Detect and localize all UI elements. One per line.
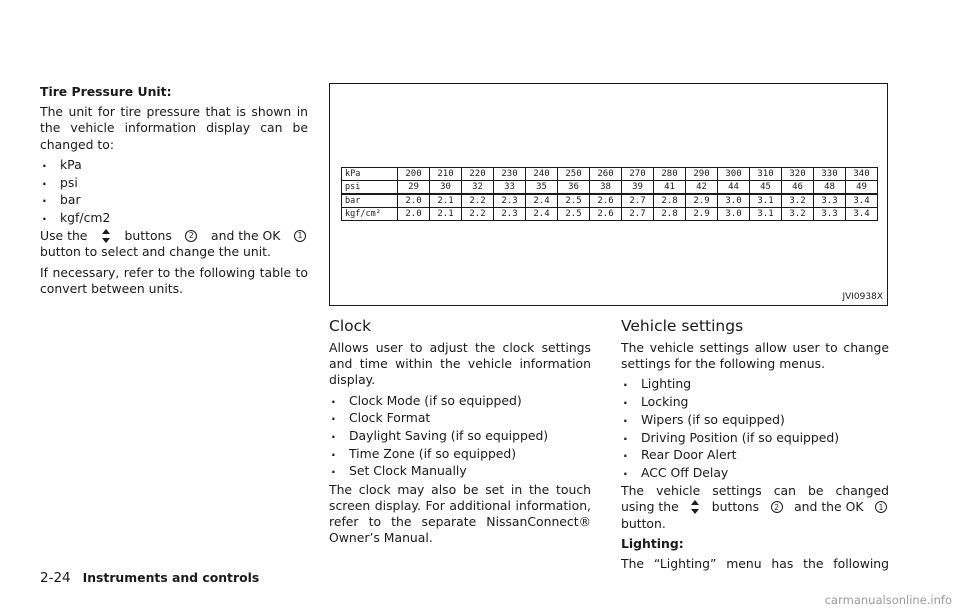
table-row <box>342 181 878 195</box>
list-item: . Set Clock Manually <box>329 463 591 479</box>
value-cell: 2.5 <box>558 208 590 221</box>
value-cell: 3.3 <box>814 208 846 221</box>
value-cell: 290 <box>686 168 718 181</box>
list-item: . kgf/cm2 <box>40 210 308 226</box>
list-item: . kPa <box>40 157 308 173</box>
vehicle-instruction-line <box>621 499 889 515</box>
value-cell: 2.2 <box>462 194 494 208</box>
list-item: . ACC Off Delay <box>621 465 889 481</box>
list-item: . Lighting <box>621 376 889 392</box>
value-cell: 2.6 <box>590 194 622 208</box>
value-cell: 270 <box>622 168 654 181</box>
table-row <box>342 168 878 181</box>
refer-table-text: If necessary, refer to the following table to convert between units. <box>40 264 308 296</box>
value-cell: 2.4 <box>526 208 558 221</box>
value-cell: 2.3 <box>494 208 526 221</box>
value-cell: 2.9 <box>686 208 718 221</box>
table-row <box>342 208 878 221</box>
value-cell: 3.0 <box>718 208 750 221</box>
list-item: . Wipers (if so equipped) <box>621 412 889 428</box>
value-cell: 310 <box>750 168 782 181</box>
instruction-end: button to select and change the unit. <box>40 244 271 260</box>
value-cell: 240 <box>526 168 558 181</box>
list-item: . Time Zone (if so equipped) <box>329 446 591 462</box>
value-cell: 3.3 <box>814 194 846 208</box>
value-cell: 32 <box>462 181 494 195</box>
value-cell: 38 <box>590 181 622 195</box>
buttons-text: buttons <box>711 499 760 515</box>
value-cell: 280 <box>654 168 686 181</box>
page-number: 2-24 <box>40 570 71 586</box>
circled-1-icon: 1 <box>875 501 887 513</box>
circled-2-icon: 2 <box>771 501 783 513</box>
value-cell: 33 <box>494 181 526 195</box>
list-item: . Clock Mode (if so equipped) <box>329 393 591 409</box>
value-cell: 48 <box>814 181 846 195</box>
up-down-arrows-icon <box>690 500 700 514</box>
value-cell: 260 <box>590 168 622 181</box>
value-cell: 36 <box>558 181 590 195</box>
and-the-ok-text: and the OK <box>794 499 864 515</box>
and-the-ok-text: and the OK <box>211 228 281 244</box>
using-the-text: using the <box>621 499 679 515</box>
page-footer <box>40 570 259 586</box>
vehicle-settings-section <box>621 317 889 572</box>
value-cell: 3.2 <box>782 208 814 221</box>
value-cell: 39 <box>622 181 654 195</box>
clock-heading: Clock <box>329 317 372 335</box>
value-cell: 2.4 <box>526 194 558 208</box>
value-cell: 300 <box>718 168 750 181</box>
list-item: . Driving Position (if so equipped) <box>621 430 889 446</box>
lighting-text: The “Lighting” menu has the following <box>621 555 889 571</box>
lighting-subheading: Lighting: <box>621 535 684 551</box>
value-cell: 44 <box>718 181 750 195</box>
value-cell: 35 <box>526 181 558 195</box>
value-cell: 2.0 <box>398 208 430 221</box>
value-cell: 45 <box>750 181 782 195</box>
value-cell: 2.2 <box>462 208 494 221</box>
value-cell: 3.0 <box>718 194 750 208</box>
value-cell: 42 <box>686 181 718 195</box>
value-cell: 3.2 <box>782 194 814 208</box>
circled-2-icon: 2 <box>185 230 197 242</box>
value-cell: 2.3 <box>494 194 526 208</box>
vehicle-settings-heading: Vehicle settings <box>621 317 744 335</box>
instruction-line <box>40 228 308 244</box>
value-cell: 2.8 <box>654 194 686 208</box>
list-item: . psi <box>40 175 308 191</box>
vehicle-menu-list <box>621 376 889 481</box>
buttons-text: buttons <box>124 228 172 244</box>
vehicle-line-end: button. <box>621 515 666 531</box>
tire-pressure-intro: The unit for tire pressure that is shown in the vehicle information display can be changed to: <box>40 104 308 152</box>
value-cell: 320 <box>782 168 814 181</box>
value-cell: 29 <box>398 181 430 195</box>
value-cell: 2.8 <box>654 208 686 221</box>
unit-label-cell: bar <box>342 194 398 208</box>
clock-intro: Allows user to adjust the clock settings and time within the vehicle information display. <box>329 340 591 388</box>
value-cell: 41 <box>654 181 686 195</box>
circled-1-icon: 1 <box>294 230 306 242</box>
use-the-text: Use the <box>40 228 88 244</box>
value-cell: 200 <box>398 168 430 181</box>
value-cell: 230 <box>494 168 526 181</box>
value-cell: 2.1 <box>430 194 462 208</box>
list-item: . Daylight Saving (if so equipped) <box>329 428 591 444</box>
conversion-figure <box>329 83 888 306</box>
clock-section <box>329 317 591 550</box>
value-cell: 3.4 <box>846 208 878 221</box>
list-item: . Locking <box>621 394 889 410</box>
value-cell: 3.4 <box>846 194 878 208</box>
value-cell: 2.1 <box>430 208 462 221</box>
table-row <box>342 194 878 208</box>
left-column <box>40 84 308 301</box>
tire-pressure-unit-heading: Tire Pressure Unit: <box>40 84 172 99</box>
value-cell: 2.5 <box>558 194 590 208</box>
unit-label-cell: kgf/cm² <box>342 208 398 221</box>
vehicle-intro: The vehicle settings allow user to change settings for the following menus. <box>621 340 889 372</box>
figure-code: JVI0938X <box>842 292 883 302</box>
unit-label-cell: kPa <box>342 168 398 181</box>
value-cell: 340 <box>846 168 878 181</box>
value-cell: 210 <box>430 168 462 181</box>
value-cell: 49 <box>846 181 878 195</box>
list-item: . bar <box>40 192 308 208</box>
value-cell: 2.0 <box>398 194 430 208</box>
value-cell: 250 <box>558 168 590 181</box>
value-cell: 2.6 <box>590 208 622 221</box>
vehicle-line1: The vehicle settings can be changed <box>621 483 889 499</box>
list-item: . Clock Format <box>329 410 591 426</box>
value-cell: 330 <box>814 168 846 181</box>
unit-list <box>40 157 308 226</box>
value-cell: 3.1 <box>750 208 782 221</box>
value-cell: 220 <box>462 168 494 181</box>
clock-outro: The clock may also be set in the touch screen display. For additional information, refer to the separate NissanConnect® Owner’s Manual. <box>329 481 591 546</box>
conversion-table <box>341 167 878 221</box>
value-cell: 2.7 <box>622 194 654 208</box>
clock-list <box>329 393 591 480</box>
value-cell: 30 <box>430 181 462 195</box>
unit-label-cell: psi <box>342 181 398 195</box>
list-item: . Rear Door Alert <box>621 447 889 463</box>
section-title: Instruments and controls <box>82 570 260 585</box>
value-cell: 2.9 <box>686 194 718 208</box>
value-cell: 3.1 <box>750 194 782 208</box>
watermark: carmanualsonline.info <box>824 593 952 607</box>
value-cell: 2.7 <box>622 208 654 221</box>
value-cell: 46 <box>782 181 814 195</box>
up-down-arrows-icon <box>101 229 111 243</box>
